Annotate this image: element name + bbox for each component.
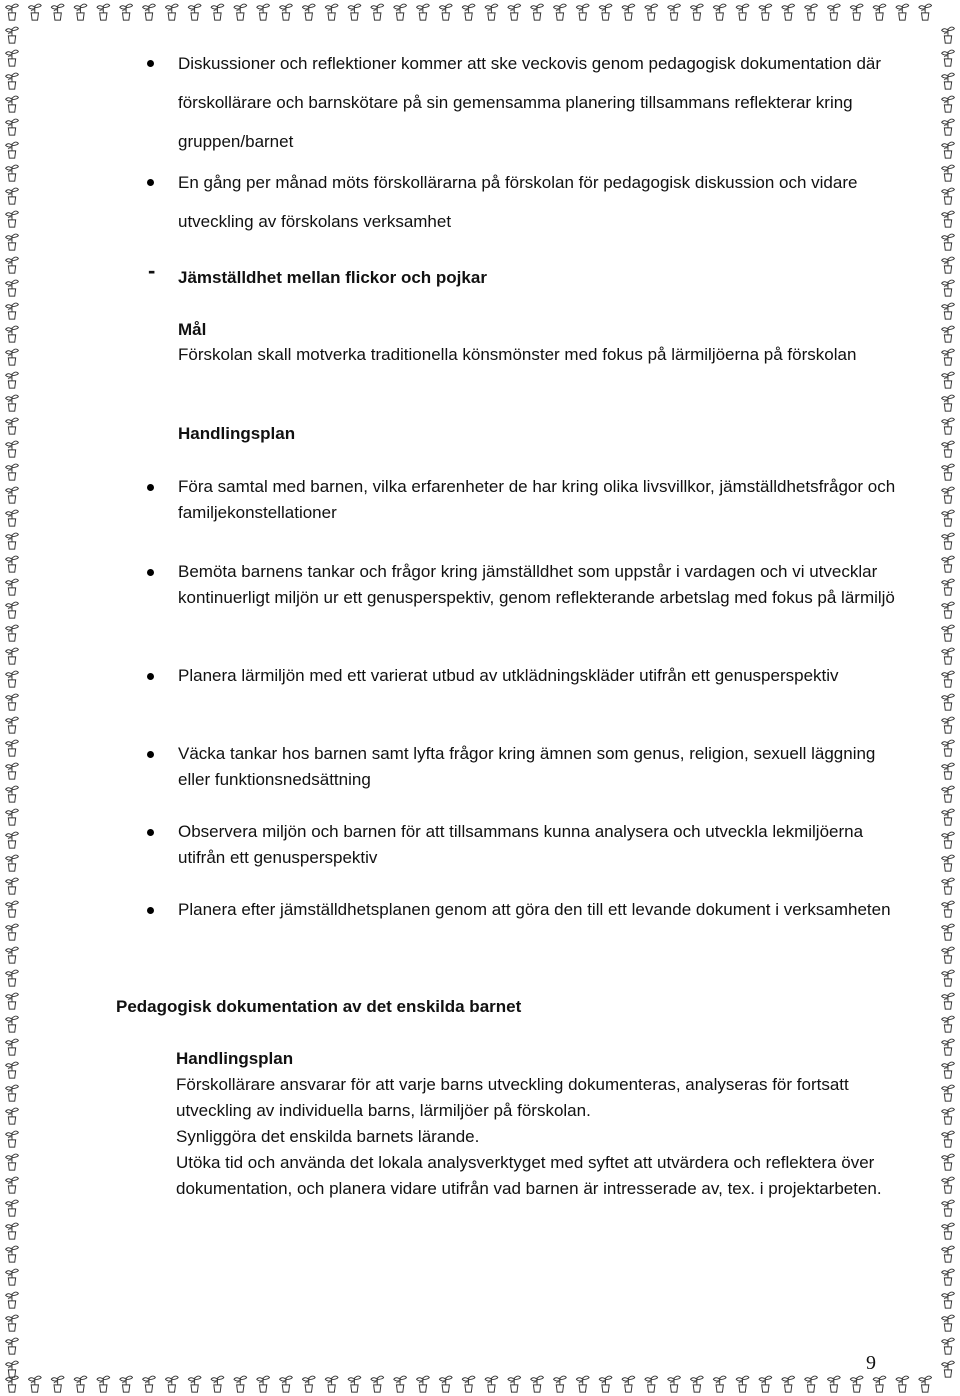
documentation-text: Förskollärare ansvarar för att varje barns utveckling dokumenteras, analyseras för fortsatt utveckling av individuella barns, lärmiljöer på förskolan.: [176, 1075, 849, 1120]
documentation-title: Pedagogisk dokumentation av det enskilda barnet: [116, 997, 522, 1016]
list-item: Observera miljön och barnen för att tillsammans kunna analysera och utveckla lekmiljöerna utifrån ett genusperspektiv: [178, 819, 898, 871]
documentation-plan-label: Handlingsplan: [176, 1049, 294, 1068]
plan-label: Handlingsplan: [178, 424, 296, 443]
list-item: En gång per månad möts förskollärarna på förskolan för pedagogisk diskussion och vidare utveckling av förskolans verksamhet: [178, 163, 898, 241]
page-number: 9: [866, 1352, 876, 1374]
list-item: Föra samtal med barnen, vilka erfarenheter de har kring olika livsvillkor, jämställdhetsfrågor och familjekonstellationer: [178, 474, 898, 526]
list-item: Planera efter jämställdhetsplanen genom att göra den till ett levande dokument i verksamheten: [178, 897, 898, 923]
section-dash: -: [148, 258, 156, 283]
section-title: Jämställdhet mellan flickor och pojkar: [178, 268, 487, 287]
goal-text: Förskolan skall motverka traditionella könsmönster med fokus på lärmiljöerna på förskolan: [178, 345, 857, 364]
list-item: Bemöta barnens tankar och frågor kring jämställdhet som uppstår i vardagen och vi utvecklar kontinuerligt miljön ur ett genusperspektiv, genom reflekterande arbetslag med fokus på lärmiljö: [178, 559, 898, 611]
list-item: Diskussioner och reflektioner kommer att ske veckovis genom pedagogisk dokumentation där förskollärare och barnskötare på sin gemensamma planering tillsammans reflekterar kring gruppen/barnet: [178, 44, 898, 161]
list-item: Väcka tankar hos barnen samt lyfta frågor kring ämnen som genus, religion, sexuell läggning eller funktionsnedsättning: [178, 741, 898, 793]
goal-label: Mål: [178, 320, 207, 339]
list-item: Planera lärmiljön med ett varierat utbud av utklädningskläder utifrån ett genusperspektiv: [178, 663, 898, 689]
documentation-text: Synliggöra det enskilda barnets lärande.: [176, 1127, 480, 1146]
documentation-text: Utöka tid och använda det lokala analysverktyget med syftet att utvärdera och reflektera över dokumentation, och planera vidare utifrån vad barnen är intresserade av, tex. i projektarbeten.: [176, 1153, 882, 1198]
